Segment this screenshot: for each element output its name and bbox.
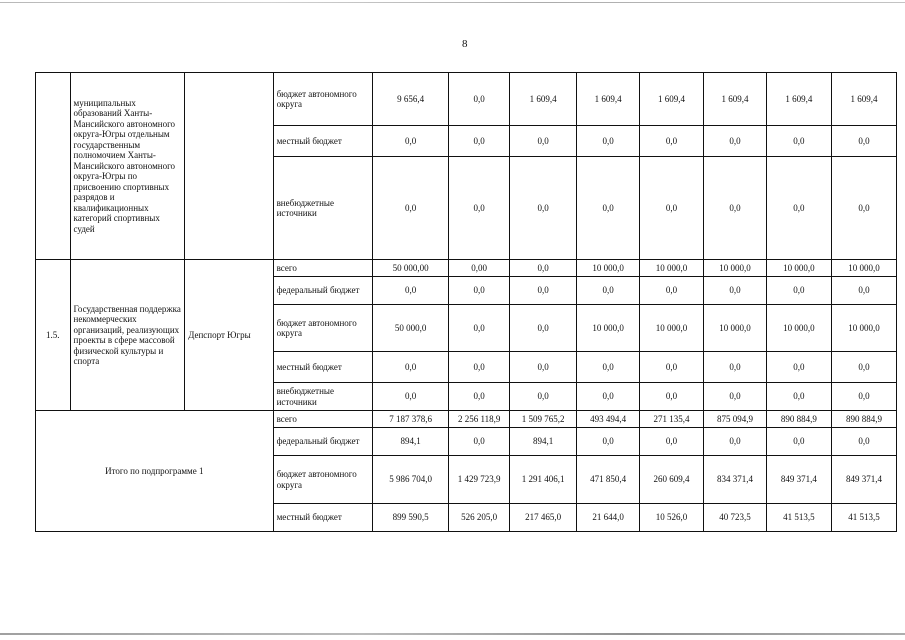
value-cell: 0,00: [449, 260, 510, 277]
value-cell: 10 526,0: [640, 504, 704, 532]
funding-source: внебюджетные источники: [273, 157, 373, 260]
value-cell: 0,0: [373, 157, 449, 260]
value-cell: 899 590,5: [373, 504, 449, 532]
row-index: 1.5.: [36, 260, 71, 411]
value-cell: 0,0: [831, 277, 896, 305]
funding-source: всего: [273, 411, 373, 428]
value-cell: 10 000,0: [577, 305, 640, 352]
value-cell: 0,0: [449, 305, 510, 352]
value-cell: 10 000,0: [577, 260, 640, 277]
value-cell: 0,0: [449, 383, 510, 411]
value-cell: 875 094,9: [704, 411, 767, 428]
value-cell: 0,0: [449, 157, 510, 260]
value-cell: 1 509 765,2: [510, 411, 577, 428]
value-cell: 0,0: [766, 157, 831, 260]
value-cell: 894,1: [510, 428, 577, 456]
value-cell: 1 429 723,9: [449, 456, 510, 504]
value-cell: 0,0: [373, 277, 449, 305]
value-cell: 0,0: [449, 352, 510, 383]
value-cell: 0,0: [577, 157, 640, 260]
value-cell: 5 986 704,0: [373, 456, 449, 504]
value-cell: 526 205,0: [449, 504, 510, 532]
value-cell: 0,0: [640, 352, 704, 383]
budget-table: [35, 72, 897, 532]
item-1-5-section: [36, 260, 897, 411]
value-cell: 1 609,4: [577, 73, 640, 126]
value-cell: 0,0: [766, 428, 831, 456]
value-cell: 0,0: [449, 428, 510, 456]
funding-source: федеральный бюджет: [273, 428, 373, 456]
value-cell: 1 609,4: [640, 73, 704, 126]
value-cell: 471 850,4: [577, 456, 640, 504]
value-cell: 0,0: [640, 157, 704, 260]
value-cell: 0,0: [831, 157, 896, 260]
value-cell: 10 000,0: [704, 305, 767, 352]
value-cell: 0,0: [640, 428, 704, 456]
funding-source: бюджет автономного округа: [273, 305, 373, 352]
value-cell: 21 644,0: [577, 504, 640, 532]
value-cell: 1 609,4: [704, 73, 767, 126]
funding-source: местный бюджет: [273, 504, 373, 532]
value-cell: 0,0: [831, 428, 896, 456]
value-cell: 0,0: [640, 277, 704, 305]
value-cell: 0,0: [704, 157, 767, 260]
value-cell: 10 000,0: [831, 305, 896, 352]
value-cell: 894,1: [373, 428, 449, 456]
row-executor: Депспорт Югры: [185, 260, 273, 411]
value-cell: 0,0: [704, 352, 767, 383]
funding-source: федеральный бюджет: [273, 277, 373, 305]
value-cell: 2 256 118,9: [449, 411, 510, 428]
funding-source: бюджет автономного округа: [273, 73, 373, 126]
row-executor-cell: [185, 73, 273, 260]
value-cell: 0,0: [831, 126, 896, 157]
row-description: муниципальных образований Ханты-Мансийского автономного округа-Югры отдельным государственным полномочием Ханты-Мансийского автономного округа-Югры по присвоению спортивных разрядов и квалификационных категорий спортивных судей: [70, 73, 185, 260]
value-cell: 0,0: [510, 157, 577, 260]
value-cell: 9 656,4: [373, 73, 449, 126]
value-cell: 260 609,4: [640, 456, 704, 504]
funding-source: внебюджетные источники: [273, 383, 373, 411]
scan-edge-top: [0, 2, 905, 3]
value-cell: 40 723,5: [704, 504, 767, 532]
value-cell: 50 000,00: [373, 260, 449, 277]
value-cell: 834 371,4: [704, 456, 767, 504]
value-cell: 10 000,0: [640, 305, 704, 352]
scan-edge-bottom: [0, 633, 905, 635]
value-cell: 1 609,4: [831, 73, 896, 126]
value-cell: 849 371,4: [766, 456, 831, 504]
subprogram-total-section: [36, 411, 897, 532]
value-cell: 217 465,0: [510, 504, 577, 532]
value-cell: 1 291 406,1: [510, 456, 577, 504]
value-cell: 0,0: [704, 383, 767, 411]
value-cell: 271 135,4: [640, 411, 704, 428]
value-cell: 493 494,4: [577, 411, 640, 428]
funding-source: местный бюджет: [273, 126, 373, 157]
continuation-section: [36, 73, 897, 260]
value-cell: 10 000,0: [831, 260, 896, 277]
value-cell: 10 000,0: [766, 260, 831, 277]
value-cell: 849 371,4: [831, 456, 896, 504]
value-cell: 0,0: [510, 383, 577, 411]
value-cell: 41 513,5: [831, 504, 896, 532]
table-row: [36, 73, 897, 126]
value-cell: 0,0: [766, 277, 831, 305]
value-cell: 0,0: [766, 383, 831, 411]
value-cell: 0,0: [449, 73, 510, 126]
subprogram-total-label: Итого по подпрограмме 1: [36, 411, 274, 532]
value-cell: 0,0: [704, 277, 767, 305]
value-cell: 0,0: [577, 352, 640, 383]
value-cell: 1 609,4: [510, 73, 577, 126]
value-cell: 0,0: [449, 277, 510, 305]
value-cell: 0,0: [577, 428, 640, 456]
value-cell: 0,0: [831, 352, 896, 383]
funding-source: всего: [273, 260, 373, 277]
value-cell: 0,0: [373, 126, 449, 157]
value-cell: 0,0: [640, 126, 704, 157]
value-cell: 0,0: [373, 383, 449, 411]
value-cell: 0,0: [640, 383, 704, 411]
value-cell: 0,0: [577, 383, 640, 411]
funding-source: бюджет автономного округа: [273, 456, 373, 504]
value-cell: 0,0: [766, 126, 831, 157]
value-cell: 0,0: [577, 277, 640, 305]
row-index-cell: [36, 73, 71, 260]
value-cell: 0,0: [510, 126, 577, 157]
value-cell: 10 000,0: [640, 260, 704, 277]
value-cell: 50 000,0: [373, 305, 449, 352]
value-cell: 0,0: [510, 305, 577, 352]
value-cell: 1 609,4: [766, 73, 831, 126]
value-cell: 0,0: [831, 383, 896, 411]
value-cell: 890 884,9: [831, 411, 896, 428]
table-row: [36, 260, 897, 277]
page-number: 8: [462, 38, 468, 50]
value-cell: 7 187 378,6: [373, 411, 449, 428]
value-cell: 41 513,5: [766, 504, 831, 532]
value-cell: 10 000,0: [766, 305, 831, 352]
value-cell: 890 884,9: [766, 411, 831, 428]
value-cell: 0,0: [766, 352, 831, 383]
value-cell: 0,0: [373, 352, 449, 383]
value-cell: 0,0: [577, 126, 640, 157]
value-cell: 0,0: [449, 126, 510, 157]
value-cell: 0,0: [704, 126, 767, 157]
table-row: [36, 411, 897, 428]
value-cell: 0,0: [704, 428, 767, 456]
row-description: Государственная поддержка некоммерческих организаций, реализующих проекты в сфере массовой физической культуры и спорта: [70, 260, 185, 411]
value-cell: 10 000,0: [704, 260, 767, 277]
value-cell: 0,0: [510, 277, 577, 305]
value-cell: 0,0: [510, 260, 577, 277]
value-cell: 0,0: [510, 352, 577, 383]
funding-source: местный бюджет: [273, 352, 373, 383]
